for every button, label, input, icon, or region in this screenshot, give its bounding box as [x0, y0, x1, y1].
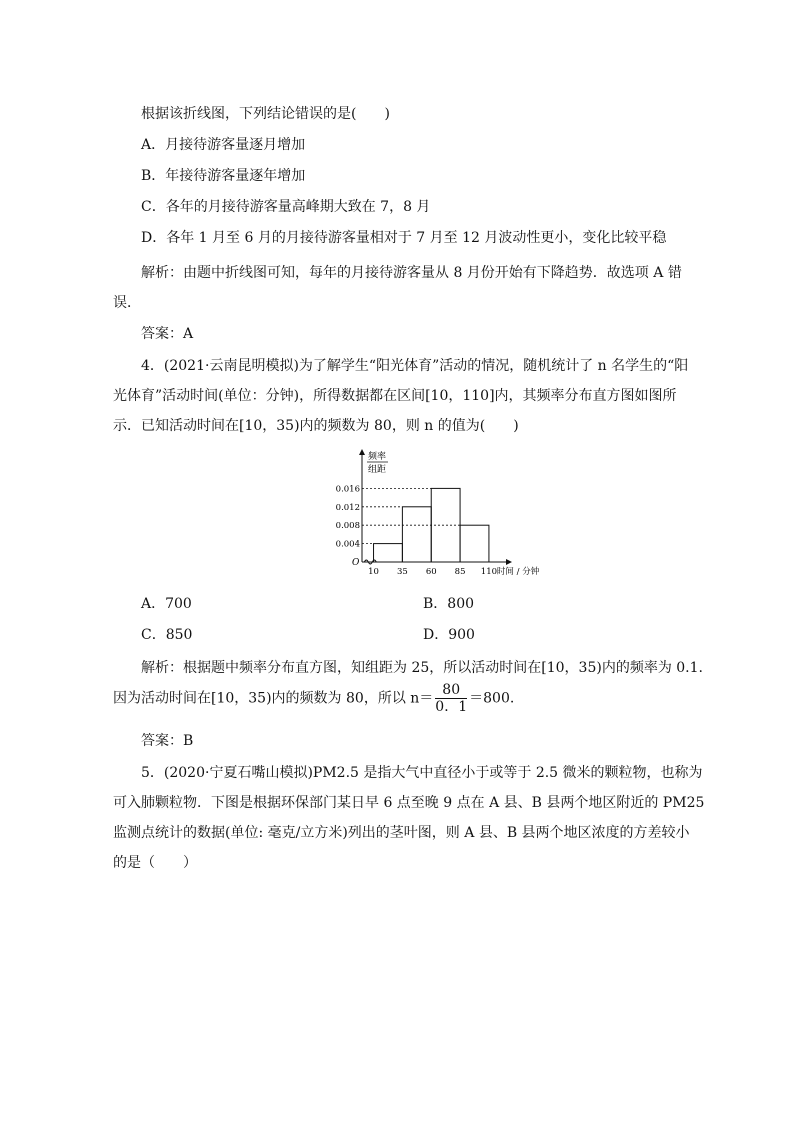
- x-tick-label: 60: [425, 567, 437, 577]
- q4-analysis-text: 因为活动时间在[10，35)内的频数为 80，所以 n＝: [113, 690, 434, 707]
- q5-stem-line3: 监测点统计的数据(单位: 毫克/立方米)列出的茎叶图，则 A 县、B 县两个地区浓度的方差较小: [113, 825, 690, 841]
- q5-stem-line2: 可入肺颗粒物．下图是根据环保部门某日早 6 点至晚 9 点在 A 县、B 县两个地区附近的 PM25: [113, 795, 705, 811]
- histogram-svg: [332, 449, 540, 579]
- q5-stem-line4: 的是（ ）: [113, 855, 197, 871]
- y-axis-arrow: [359, 449, 365, 455]
- q4-stem-line2: 光体育”活动时间(单位：分钟)，所得数据都在区间[10，110]内，其频率分布直方图如图所: [113, 388, 677, 404]
- q3-option-a: A．月接待游客量逐月增加: [141, 137, 306, 153]
- q3-option-b: B．年接待游客量逐年增加: [141, 168, 306, 184]
- q3-analysis-line2: 误．: [113, 295, 141, 311]
- fraction: [435, 682, 467, 715]
- y-tick-label: 0.004: [335, 539, 360, 550]
- q4-analysis-result: ＝800.: [469, 690, 515, 707]
- x-axis-label: 时间 / 分钟: [496, 567, 540, 577]
- q4-stem-line3: 示．已知活动时间在[10，35)内的频数为 80，则 n 的值为( ): [113, 418, 519, 434]
- q5-stem-line1: 5．(2020·宁夏石嘴山模拟)PM2.5 是指大气中直径小于或等于 2.5 微米的颗粒物，也称为: [141, 765, 703, 781]
- x-tick-label: 35: [396, 567, 408, 577]
- origin-label: O: [352, 558, 360, 568]
- q4-option-b: B．800: [423, 596, 475, 612]
- q4-option-d: D．900: [423, 627, 475, 643]
- q3-stem: 根据该折线图，下列结论错误的是( ): [141, 106, 390, 122]
- y-tick-label: 0.008: [335, 521, 360, 532]
- x-axis-arrow: [506, 559, 512, 565]
- y-axis-label-top: 频率: [368, 452, 387, 462]
- q4-analysis-line1: 解析：根据题中频率分布直方图，知组距为 25，所以活动时间在[10，35)内的频率为 0.1.: [141, 660, 703, 676]
- q4-option-a: A．700: [141, 596, 192, 612]
- y-tick-label: 0.012: [335, 502, 360, 513]
- histogram-bar-2: [402, 507, 431, 562]
- x-tick-label: 10: [368, 567, 379, 577]
- y-axis-label-bottom: 组距: [368, 465, 387, 475]
- q4-option-c: C．850: [141, 627, 193, 643]
- q4-stem-line1: 4．(2021·云南昆明模拟)为了解学生“阳光体育”活动的情况，随机统计了 n 名学生的“阳: [141, 358, 689, 374]
- q4-analysis-line2: [113, 682, 514, 715]
- fraction-numerator: 80: [435, 682, 467, 699]
- histogram-bar-4: [460, 525, 489, 562]
- q3-analysis-line1: 解析：由题中折线图可知，每年的月接待游客量从 8 月份开始有下降趋势．故选项 A 错: [141, 265, 682, 281]
- q3-answer: 答案：A: [141, 326, 194, 342]
- frequency-histogram: [332, 449, 540, 579]
- x-tick-label: 85: [454, 567, 466, 577]
- q4-answer: 答案：B: [141, 733, 194, 749]
- fraction-denominator: 0．1: [435, 699, 468, 715]
- q3-option-d: D．各年 1 月至 6 月的月接待游客量相对于 7 月至 12 月波动性更小，变化比较平稳: [141, 230, 667, 246]
- y-tick-label: 0.016: [335, 484, 360, 495]
- histogram-bar-1: [374, 544, 403, 562]
- q3-option-c: C．各年的月接待游客量高峰期大致在 7，8 月: [141, 199, 431, 215]
- x-tick-label: 110: [480, 567, 498, 577]
